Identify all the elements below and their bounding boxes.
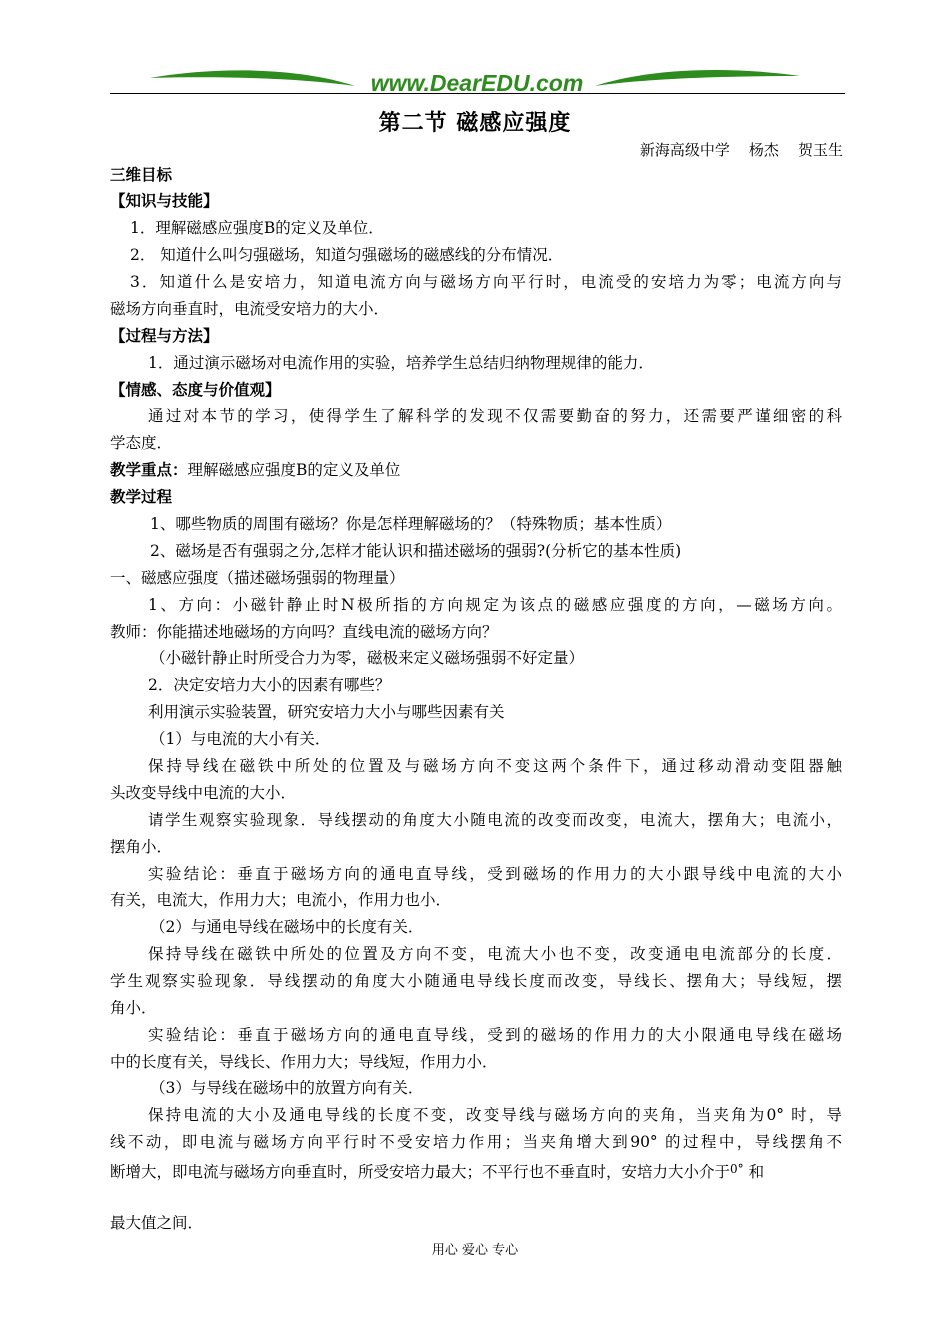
goals-heading: 三维目标 bbox=[110, 165, 173, 184]
body-line: 学生观察实验现象．导线摆动的角度大小随通电导线长度而改变，导线长、摆角大；导线短，摆 bbox=[110, 972, 842, 990]
knowledge-item-cont: 磁场方向垂直时，电流受安培力的大小． bbox=[110, 300, 390, 318]
body-line: 教师：你能描述地磁场的方向吗？直线电流的磁场方向？ bbox=[110, 623, 498, 641]
site-logo-text: www.DearEDU.com bbox=[370, 70, 584, 96]
body-line: 有关，电流大，作用力大；电流小，作用力也小． bbox=[110, 891, 452, 909]
page-title: 第二节 磁感应强度 bbox=[378, 110, 572, 136]
body-line-with-formula bbox=[110, 1159, 764, 1182]
body-line: （1）与电流的大小有关． bbox=[150, 730, 331, 748]
body-line: （2）与通电导线在磁场中的长度有关． bbox=[150, 918, 424, 936]
body-line: （3）与导线在磁场中的放置方向有关． bbox=[150, 1079, 424, 1097]
body-line: 1、方向：小磁针静止时N极所指的方向规定为该点的磁感应强度的方向，—磁场方向。 bbox=[148, 596, 842, 614]
body-line: 头改变导线中电流的大小． bbox=[110, 784, 297, 802]
body-line: 最大值之间． bbox=[110, 1214, 204, 1232]
body-line: 保持导线在磁铁中所处的位置及方向不变，电流大小也不变，改变通电电流部分的长度． bbox=[148, 945, 842, 963]
body-line: 利用演示实验装置，研究安培力大小与哪些因素有关 bbox=[148, 703, 505, 721]
left-swoosh bbox=[150, 70, 355, 86]
body-line: 一、磁感应强度（描述磁场强弱的物理量） bbox=[110, 569, 405, 587]
key-point-text: 理解磁感应强度B的定义及单位 bbox=[187, 461, 401, 479]
body-line-tail: 和 bbox=[748, 1163, 765, 1181]
body-line: 实验结论：垂直于磁场方向的通电直导线，受到的磁场的作用力的大小限通电导线在磁场 bbox=[148, 1026, 842, 1044]
footer-motto: 用心 爱心 专心 bbox=[431, 1243, 519, 1258]
process-title: 教学过程 bbox=[110, 487, 173, 506]
knowledge-item: 2． 知道什么叫匀强磁场，知道匀强磁场的磁感线的分布情况． bbox=[130, 246, 564, 264]
key-point bbox=[110, 460, 400, 480]
body-line: 摆角小． bbox=[110, 838, 173, 856]
body-line: 角小． bbox=[110, 999, 157, 1017]
emotion-line: 通过对本节的学习，使得学生了解科学的发现不仅需要勤奋的努力，还需要严谨细密的科 bbox=[148, 407, 842, 425]
zero-degree-formula: 0° bbox=[730, 1162, 744, 1176]
body-line: 2．决定安培力大小的因素有哪些？ bbox=[148, 676, 391, 694]
knowledge-heading: 【知识与技能】 bbox=[110, 191, 219, 210]
key-point-label: 教学重点： bbox=[110, 460, 188, 479]
body-line: 实验结论：垂直于磁场方向的通电直导线，受到磁场的作用力的大小跟导线中电流的大小 bbox=[148, 865, 842, 883]
right-swoosh bbox=[595, 70, 800, 86]
body-line: 1、哪些物质的周围有磁场？你是怎样理解磁场的？（特殊物质；基本性质） bbox=[150, 515, 672, 533]
body-line: 2、磁场是否有强弱之分,怎样才能认识和描述磁场的强弱?(分析它的基本性质) bbox=[150, 542, 682, 560]
knowledge-item: 1．理解磁感应强度B的定义及单位． bbox=[130, 219, 384, 237]
emotion-heading: 【情感、态度与价值观】 bbox=[110, 380, 281, 399]
body-line: 中的长度有关，导线长、作用力大；导线短，作用力小． bbox=[110, 1053, 498, 1071]
body-line: 线不动，即电流与磁场方向平行时不受安培力作用；当夹角增大到90° 的过程中，导线摆角不 bbox=[110, 1133, 842, 1151]
body-line: 断增大，即电流与磁场方向垂直时，所受安培力最大；不平行也不垂直时，安培力大小介于 bbox=[110, 1163, 731, 1181]
authors: 新海高级中学 杨杰 贺玉生 bbox=[639, 141, 843, 159]
body-line: （小磁针静止时所受合力为零，磁极来定义磁场强弱不好定量） bbox=[150, 649, 585, 667]
body-line: 保持导线在磁铁中所处的位置及与磁场方向不变这两个条件下，通过移动滑动变阻器触 bbox=[148, 757, 842, 775]
body-line: 请学生观察实验现象．导线摆动的角度大小随电流的改变而改变，电流大，摆角大；电流小， bbox=[148, 811, 842, 829]
header-rule bbox=[110, 93, 845, 94]
process-item: 1．通过演示磁场对电流作用的实验，培养学生总结归纳物理规律的能力． bbox=[148, 354, 654, 372]
body-line: 保持电流的大小及通电导线的长度不变，改变导线与磁场方向的夹角，当夹角为0° 时，导 bbox=[148, 1106, 842, 1124]
knowledge-item: 3．知道什么是安培力，知道电流方向与磁场方向平行时，电流受的安培力为零；电流方向与 bbox=[130, 273, 842, 291]
emotion-line: 学态度． bbox=[110, 434, 173, 452]
process-heading: 【过程与方法】 bbox=[110, 326, 219, 345]
